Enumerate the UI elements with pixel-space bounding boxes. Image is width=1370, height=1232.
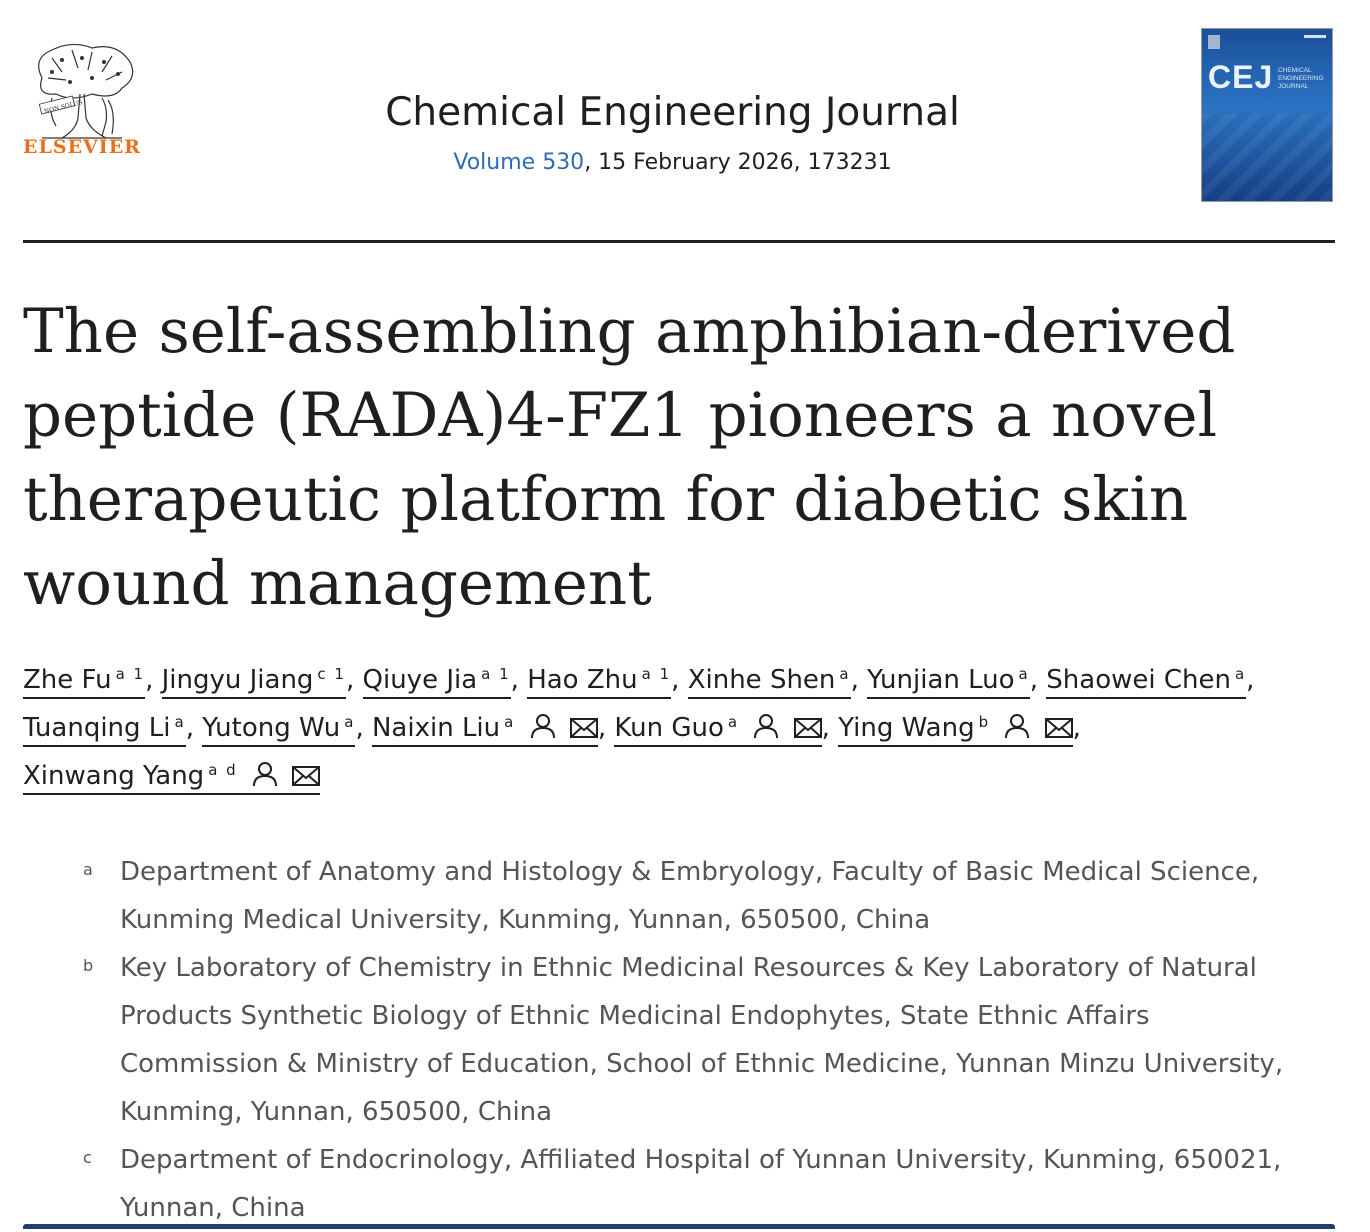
article-header — [0, 0, 1370, 244]
issue-details: , 15 February 2026, 173231 — [584, 150, 892, 175]
author-link[interactable]: Jingyu Jiang $^{c 1}$ — [162, 665, 346, 699]
publisher-name: ELSEVIER — [23, 136, 141, 158]
person-icon — [753, 713, 779, 739]
issue-line — [300, 148, 1045, 178]
envelope-icon — [570, 717, 598, 739]
author-link[interactable]: Xinhe Shen $^a$ — [688, 665, 851, 699]
author-line — [23, 761, 320, 801]
affiliation-text: Department of Anatomy and Histology & Embryology, Faculty of Basic Medical Science, Kunming Medical University, Kunming, Yunnan, 650500, China — [120, 857, 1260, 935]
author-link[interactable]: Yutong Wu $^a$ — [202, 713, 355, 747]
journal-block — [300, 86, 1045, 178]
volume-link[interactable]: Volume 530 — [453, 150, 585, 175]
author-link[interactable]: Hao Zhu $^{a 1}$ — [527, 665, 671, 699]
envelope-icon — [794, 717, 822, 739]
cover-pattern — [1202, 113, 1333, 202]
bottom-toolbar-edge — [23, 1224, 1335, 1229]
envelope-icon — [1045, 717, 1073, 739]
cover-top-mark — [1304, 35, 1326, 38]
affiliation-text: Department of Endocrinology, Affiliated Hospital of Yunnan University, Kunming, 650021, Yunnan, China — [120, 1145, 1282, 1223]
header-divider — [23, 240, 1335, 243]
journal-title-link[interactable]: Chemical Engineering Journal — [385, 90, 960, 135]
affiliation-label: b — [83, 956, 94, 975]
article-title-line: therapeutic platform for diabetic skin — [23, 464, 1189, 535]
author-link[interactable]: Yunjian Luo $^a$ — [867, 665, 1030, 699]
cover-publisher-mark — [1208, 35, 1220, 49]
affiliation-b — [83, 944, 1323, 1136]
author-link[interactable]: Shaowei Chen $^a$ — [1046, 665, 1246, 699]
person-icon — [530, 713, 556, 739]
author-link[interactable]: Qiuye Jia $^{a 1}$ — [363, 665, 511, 699]
author-link[interactable]: Naixin Liu $^a$ — [372, 713, 598, 747]
author-line: Tuanqing Li $^a$, Yutong Wu $^a$, Naixin Liu $^a$ , Kun Guo $^a$ , Ying Wang $^b$ , — [23, 713, 1081, 753]
person-icon — [1004, 713, 1030, 739]
cover-subtitle: CHEMICAL ENGINEERING JOURNAL — [1278, 67, 1324, 90]
affiliation-c — [83, 1136, 1323, 1232]
author-link[interactable]: Xinwang Yang $^{a d}$ — [23, 761, 320, 795]
author-line: Zhe Fu $^{a 1}$, Jingyu Jiang $^{c 1}$, Qiuye Jia $^{a 1}$, Hao Zhu $^{a 1}$, Xinhe Shen $^a$, Yunjian Luo $^a$, Shaowei Chen $^a$, — [23, 665, 1254, 705]
affiliation-label: c — [83, 1148, 92, 1167]
person-icon — [252, 761, 278, 787]
journal-cover-image[interactable] — [1201, 28, 1333, 202]
affiliation-label: a — [83, 860, 93, 879]
affiliation-a — [83, 848, 1323, 944]
cover-title: CEJ — [1208, 59, 1274, 95]
logo-motto: NON SOLUS — [43, 98, 84, 116]
author-link[interactable]: Tuanqing Li $^a$ — [23, 713, 186, 747]
article-title-line: The self-assembling amphibian-derived — [23, 296, 1236, 367]
article-title-line: peptide (RADA)4-FZ1 pioneers a novel — [23, 380, 1218, 451]
envelope-icon — [292, 765, 320, 787]
author-link[interactable]: Ying Wang $^b$ — [838, 713, 1072, 747]
article-title — [23, 290, 1343, 626]
affiliation-text: Key Laboratory of Chemistry in Ethnic Medicinal Resources & Key Laboratory of Natural Products Synthetic Biology of Ethnic Medicinal Endophytes, State Ethnic Affairs Commission & Ministry of Education, School of Ethnic Medicine, Yunnan Minzu University, Kunming, Yunnan, 650500, China — [120, 953, 1284, 1127]
author-link[interactable]: Zhe Fu $^{a 1}$ — [23, 665, 145, 699]
article-title-line: wound management — [23, 548, 652, 619]
author-link[interactable]: Kun Guo $^a$ — [614, 713, 821, 747]
